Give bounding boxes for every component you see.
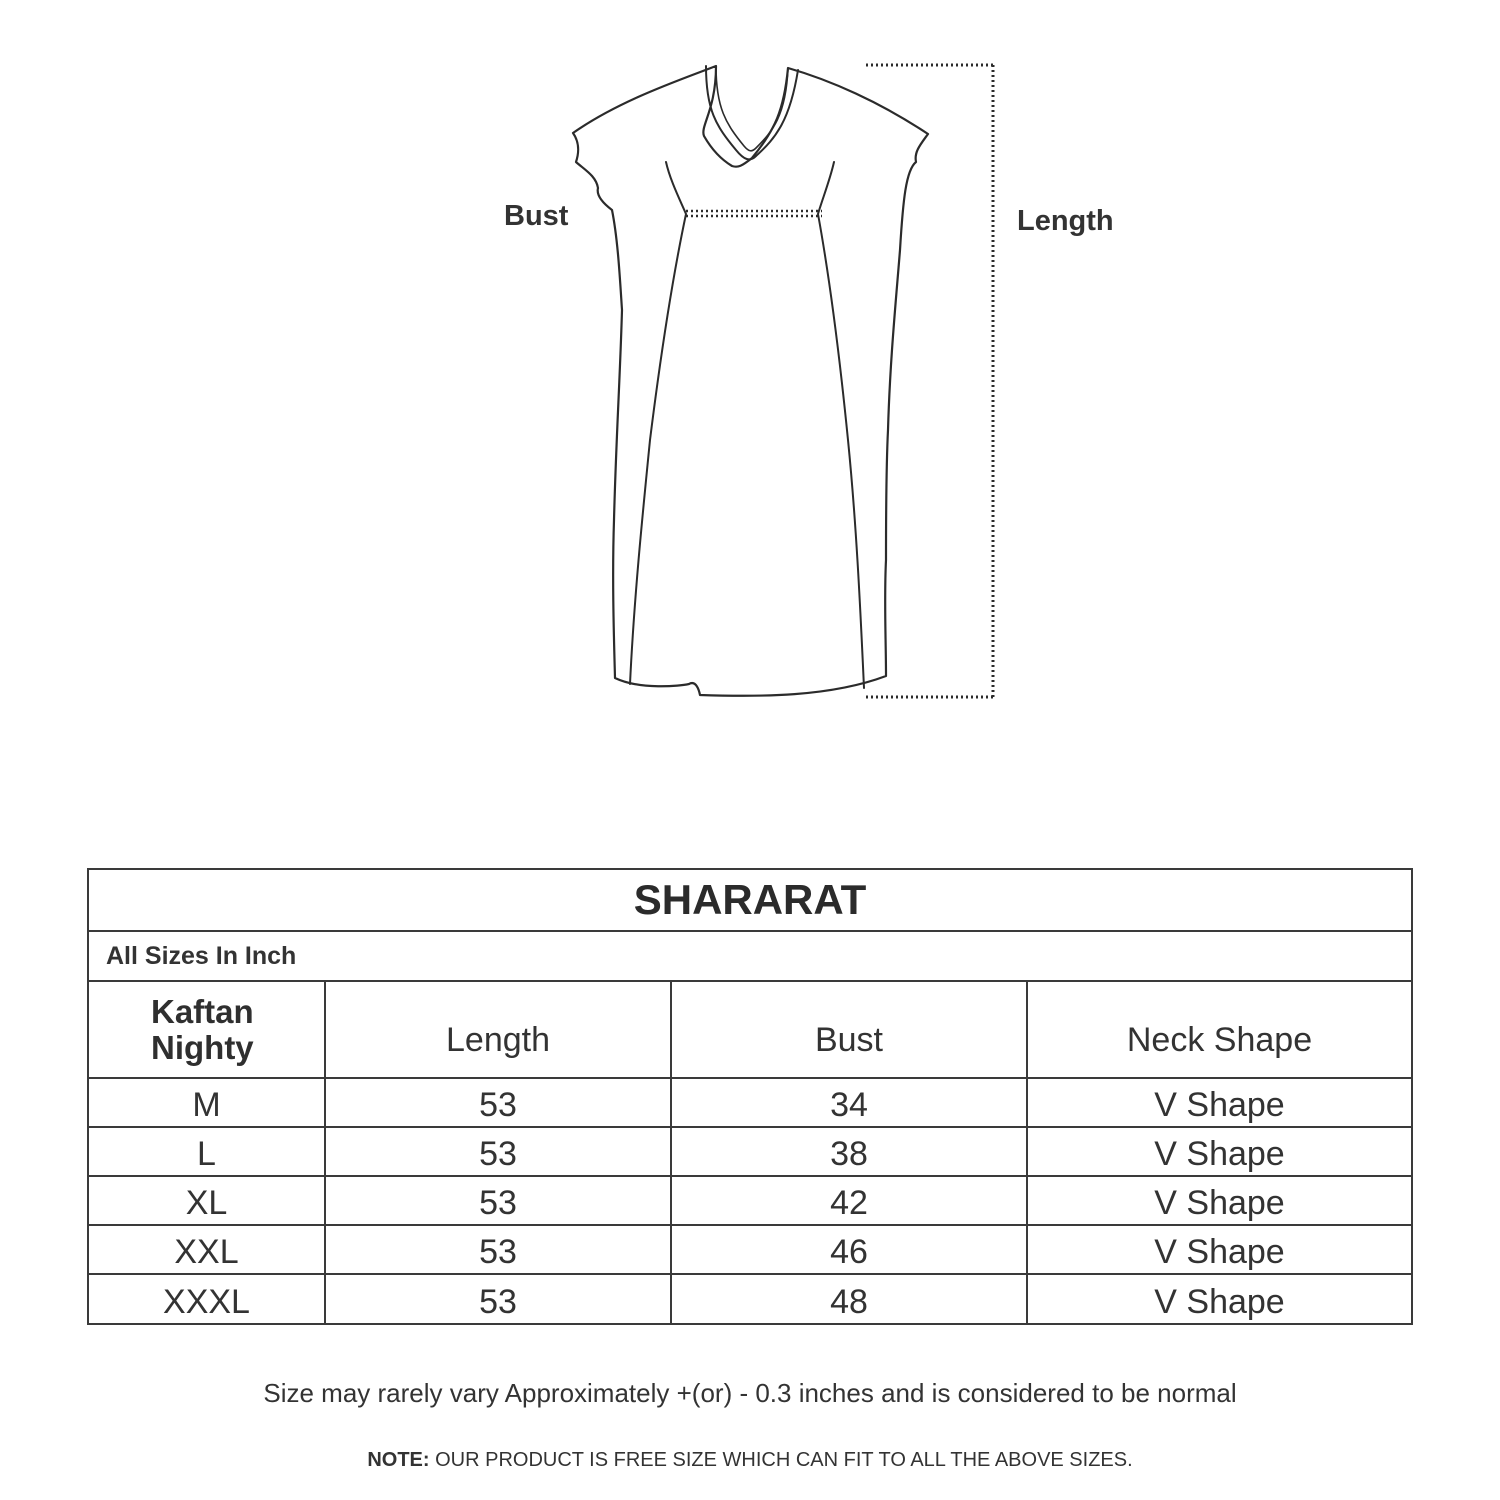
neck-cell: V Shape	[1027, 1176, 1411, 1225]
neckline-band	[706, 66, 798, 159]
table-header-row	[89, 982, 1411, 1078]
product-label-line1: Kaftan	[151, 992, 254, 1030]
column-header-neck-shape: Neck Shape	[1027, 982, 1411, 1078]
size-cell: XXXL	[89, 1274, 325, 1323]
product-header	[89, 982, 325, 1078]
length-cell: 53	[325, 1274, 671, 1323]
length-label: Length	[1017, 205, 1114, 237]
length-cell: 53	[325, 1225, 671, 1274]
size-chart	[87, 868, 1413, 1325]
length-cell: 53	[325, 1176, 671, 1225]
table-row	[89, 1274, 1411, 1323]
table-row	[89, 1127, 1411, 1176]
size-cell: XXL	[89, 1225, 325, 1274]
neck-cell: V Shape	[1027, 1078, 1411, 1127]
product-label-line2: Nighty	[151, 1028, 254, 1066]
left-panel-seam	[630, 162, 686, 684]
neck-cell: V Shape	[1027, 1127, 1411, 1176]
brand-title: SHARARAT	[89, 870, 1411, 932]
table-row	[89, 1078, 1411, 1127]
neck-cell: V Shape	[1027, 1274, 1411, 1323]
free-size-note	[0, 1449, 1500, 1472]
bust-cell: 38	[671, 1127, 1027, 1176]
column-header-length: Length	[325, 982, 671, 1078]
bust-label: Bust	[504, 200, 569, 232]
size-cell: XL	[89, 1176, 325, 1225]
size-table	[89, 982, 1411, 1323]
size-cell: M	[89, 1078, 325, 1127]
column-header-bust: Bust	[671, 982, 1027, 1078]
bust-cell: 46	[671, 1225, 1027, 1274]
length-cell: 53	[325, 1078, 671, 1127]
size-variance-note: Size may rarely vary Approximately +(or) - 0.3 inches and is considered to be normal	[263, 1378, 1237, 1408]
right-panel-seam	[818, 162, 864, 688]
bust-cell: 34	[671, 1078, 1027, 1127]
size-cell: L	[89, 1127, 325, 1176]
note-text: OUR PRODUCT IS FREE SIZE WHICH CAN FIT TO ALL THE ABOVE SIZES.	[429, 1449, 1133, 1471]
note-prefix: NOTE:	[367, 1449, 430, 1471]
unit-note: All Sizes In Inch	[89, 932, 1411, 982]
garment-outline	[573, 66, 928, 696]
bust-cell: 48	[671, 1274, 1027, 1323]
length-cell: 53	[325, 1127, 671, 1176]
table-row	[89, 1225, 1411, 1274]
neck-cell: V Shape	[1027, 1225, 1411, 1274]
table-row	[89, 1176, 1411, 1225]
bust-cell: 42	[671, 1176, 1027, 1225]
